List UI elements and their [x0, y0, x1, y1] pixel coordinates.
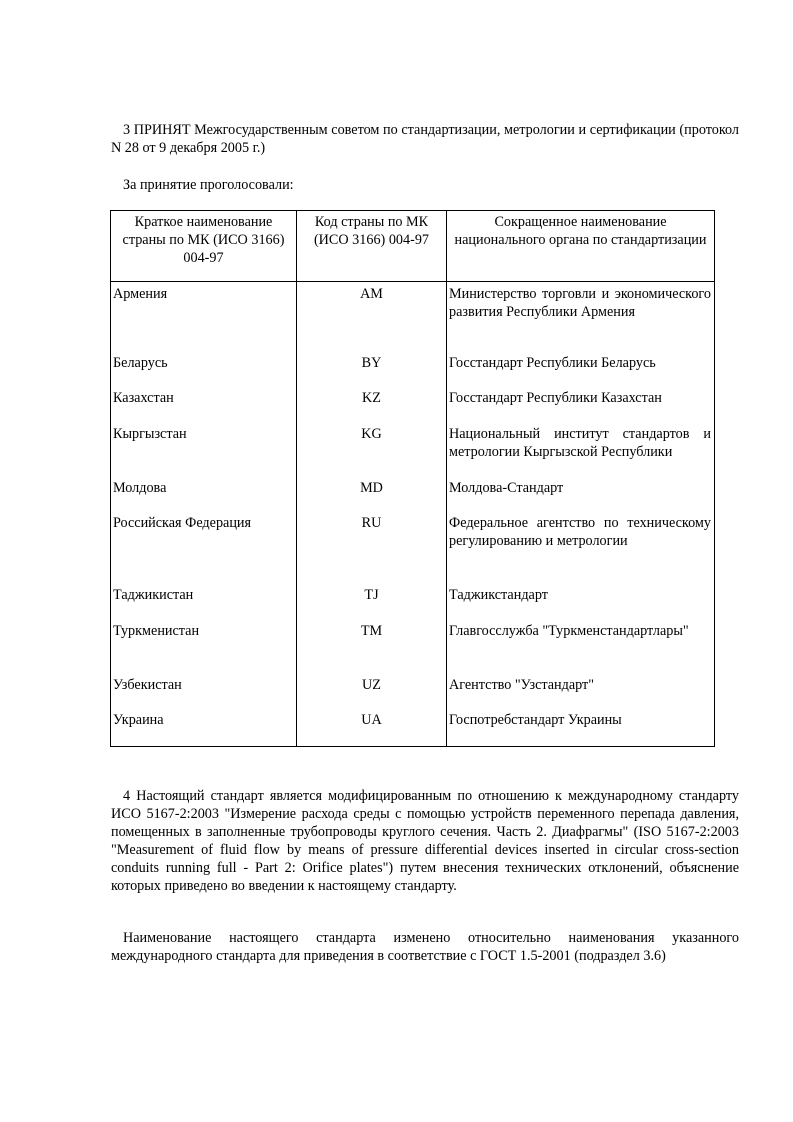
- country-cell: Украина: [111, 711, 297, 747]
- vote-intro: За принятие проголосовали:: [123, 177, 294, 193]
- country-cell: Молдова: [111, 479, 297, 514]
- country-cell: Казахстан: [111, 389, 297, 425]
- item-3-adopted-paragraph: 3 ПРИНЯТ Межгосударственным советом по стандартизации, метрологии и сертификации (протокол N 28 от 9 декабря 2005 г.): [111, 122, 739, 156]
- table-row: [111, 514, 715, 586]
- table-row: [111, 586, 715, 622]
- organization-cell: Госпотребстандарт Украины: [447, 711, 715, 747]
- code-cell: AM: [297, 282, 447, 354]
- organization-cell: Федеральное агентство по техническому регулированию и метрологии: [447, 514, 715, 586]
- organization-cell: Главгосслужба "Туркменстандартлары": [447, 622, 715, 676]
- table-row: [111, 711, 715, 747]
- table-header-row: [111, 211, 715, 282]
- code-cell: KZ: [297, 389, 447, 425]
- code-cell: BY: [297, 354, 447, 389]
- country-cell: Беларусь: [111, 354, 297, 389]
- header-organization: Сокращенное наименование национального органа по стандартизации: [447, 211, 715, 282]
- organization-cell: Министерство торговли и экономического развития Республики Армения: [447, 282, 715, 354]
- organization-cell: Таджикстандарт: [447, 586, 715, 622]
- organization-cell: Госстандарт Республики Беларусь: [447, 354, 715, 389]
- table-row: [111, 389, 715, 425]
- country-cell: Армения: [111, 282, 297, 354]
- code-cell: UA: [297, 711, 447, 747]
- country-cell: Узбекистан: [111, 676, 297, 711]
- code-cell: TM: [297, 622, 447, 676]
- table-row: [111, 479, 715, 514]
- code-cell: RU: [297, 514, 447, 586]
- table-row: [111, 622, 715, 676]
- item-4-modification-paragraph: 4 Настоящий стандарт является модифицированным по отношению к международному стандарту ИСО 5167-2:2003 "Измерение расхода среды с помощью устройств переменного перепада давления, помещенных в заполненные трубопроводы круглого сечения. Часть 2. Диафрагмы" (ISO 5167-2:2003 "Measurement of fluid flow by means of pressure differential devices inserted in circular cross-section conduits running full - Part 2: Orifice plates") путем внесения технических отклонений, объяснение которых приведено во введении к настоящему стандарту.: [111, 788, 739, 894]
- organization-cell: Госстандарт Республики Казахстан: [447, 389, 715, 425]
- organization-cell: Агентство "Узстандарт": [447, 676, 715, 711]
- header-country: Краткое наименование страны по МК (ИСО 3166) 004-97: [111, 211, 297, 282]
- organization-cell: Молдова-Стандарт: [447, 479, 715, 514]
- table-row: [111, 676, 715, 711]
- table-row: [111, 354, 715, 389]
- code-cell: MD: [297, 479, 447, 514]
- country-cell: Таджикистан: [111, 586, 297, 622]
- code-cell: TJ: [297, 586, 447, 622]
- table-row: [111, 282, 715, 354]
- organization-cell: Национальный институт стандартов и метрологии Кыргызской Республики: [447, 425, 715, 479]
- header-code: Код страны по МК (ИСО 3166) 004-97: [297, 211, 447, 282]
- country-cell: Туркменистан: [111, 622, 297, 676]
- table-row: [111, 425, 715, 479]
- country-cell: Российская Федерация: [111, 514, 297, 586]
- code-cell: UZ: [297, 676, 447, 711]
- country-cell: Кыргызстан: [111, 425, 297, 479]
- code-cell: KG: [297, 425, 447, 479]
- voting-countries-table: [110, 210, 715, 747]
- item-5-name-change-paragraph: Наименование настоящего стандарта изменено относительно наименования указанного международного стандарта для приведения в соответствие с ГОСТ 1.5-2001 (подраздел 3.6): [111, 930, 739, 964]
